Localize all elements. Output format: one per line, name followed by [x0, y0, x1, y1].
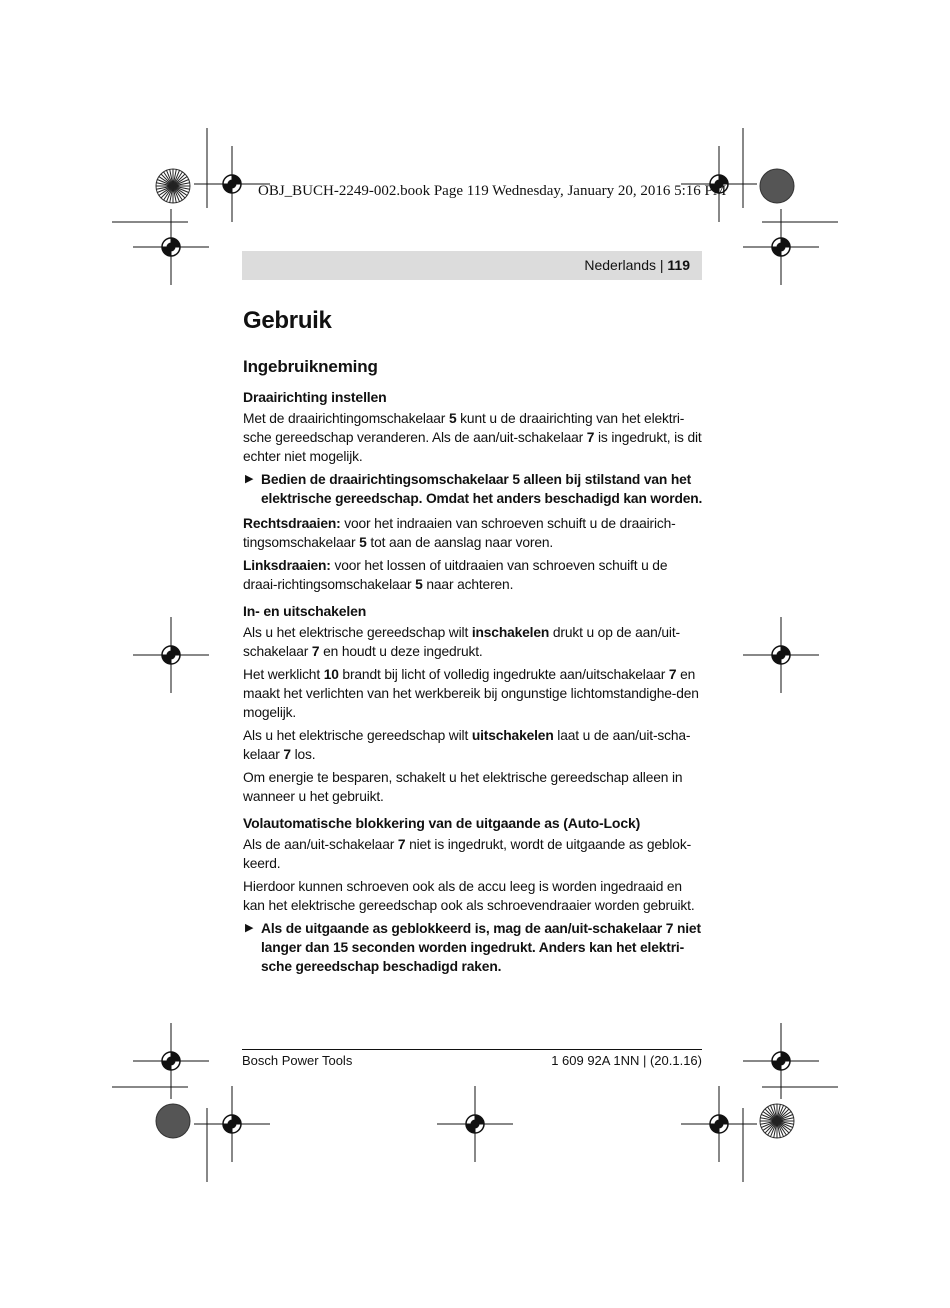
page-number: 119: [667, 257, 690, 273]
warning-text: Bedien de draairichtingsomschakelaar 5 alleen bij stilstand van het elektrische gereedschap. Omdat het anders beschadigd kan worden.: [261, 472, 703, 506]
header-language: Nederlands: [584, 257, 656, 273]
paragraph: Om energie te besparen, schakelt u het elektrische gereedschap alleen in wanneer u het gebruikt.: [243, 770, 683, 804]
warning-triangle-icon: ▶: [245, 922, 254, 934]
paragraph: Als u het elektrische gereedschap wilt inschakelen drukt u op de aan/uit-schakelaar 7 en houdt u deze ingedrukt.: [243, 625, 680, 659]
footer-publisher: Bosch Power Tools: [242, 1053, 353, 1068]
paragraph: Het werklicht 10 brandt bij licht of volledig ingedrukte aan/uitschakelaar 7 en maakt het verlichten van het werkbereik bij ongunstige lichtomstandighe-den mogelijk.: [243, 667, 699, 720]
print-slug: OBJ_BUCH-2249-002.book Page 119 Wednesday, January 20, 2016 5:16 PM: [258, 183, 727, 199]
paragraph: Rechtsdraaien: voor het indraaien van schroeven schuift u de draairich-tingsomschakelaar 5 tot aan de aanslag naar voren.: [243, 516, 676, 550]
page-title: Gebruik: [243, 307, 332, 334]
subheading-auto-lock: Volautomatische blokkering van de uitgaande as (Auto-Lock): [243, 815, 641, 831]
header-text: [584, 257, 690, 273]
running-header: [242, 251, 702, 280]
paragraph: Met de draairichtingomschakelaar 5 kunt u de draairichting van het elektri-sche gereedschap veranderen. Als de aan/uit-schakelaar 7 is ingedrukt, is dit echter niet mogelijk.: [243, 411, 702, 464]
paragraph: Hierdoor kunnen schroeven ook als de accu leeg is worden ingedraaid en kan het elektrische gereedschap ook als schroevendraaier worden gebruikt.: [243, 879, 695, 913]
footer-document-number: 1 609 92A 1NN | (20.1.16): [551, 1053, 702, 1068]
warning-triangle-icon: ▶: [245, 473, 254, 485]
subheading-rotation: Draairichting instellen: [243, 389, 387, 405]
paragraph: Als u het elektrische gereedschap wilt uitschakelen laat u de aan/uit-scha-kelaar 7 los.: [243, 728, 691, 762]
section-heading: Ingebruikneming: [243, 357, 378, 376]
warning-note: [243, 919, 703, 976]
header-separator: |: [659, 257, 664, 273]
subheading-switching: In- en uitschakelen: [243, 603, 367, 619]
paragraph: Linksdraaien: voor het lossen of uitdraaien van schroeven schuift u de draai-richtingsomschakelaar 5 naar achteren.: [243, 558, 668, 592]
paragraph: Als de aan/uit-schakelaar 7 niet is ingedrukt, wordt de uitgaande as geblok-keerd.: [243, 837, 692, 871]
warning-text: Als de uitgaande as geblokkeerd is, mag de aan/uit-schakelaar 7 niet langer dan 15 seconden worden ingedrukt. Anders kan het elektri-sche gereedschap beschadigd raken.: [261, 921, 701, 974]
footer-rule: [242, 1049, 702, 1050]
warning-note: [243, 470, 703, 508]
main-content: [243, 300, 703, 982]
